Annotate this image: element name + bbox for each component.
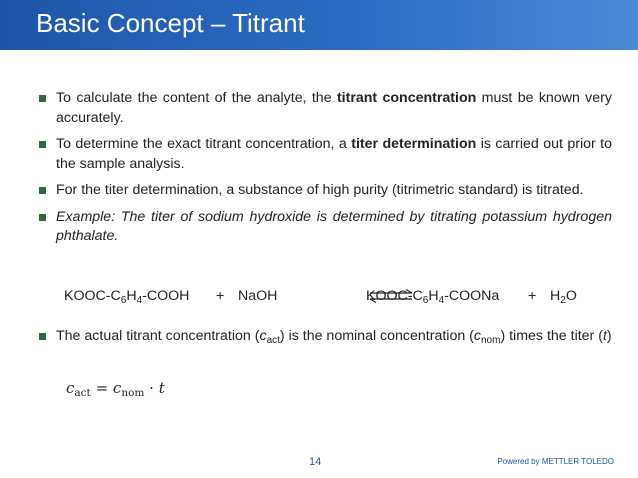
formula-text: KOOC-C (64, 288, 121, 304)
square-bullet-icon (39, 333, 46, 340)
page-number: 14 (309, 456, 322, 468)
square-bullet-icon (39, 95, 46, 102)
bullet-text: ) is the nominal concentration ( (279, 328, 474, 344)
bullet-emphasis: titrant concentration (336, 90, 477, 106)
bullet-text: must be known very accurately. (56, 90, 612, 126)
plus-sign: + (528, 288, 537, 304)
bullet-item (38, 181, 612, 201)
reactant-naoh: NaOH (238, 288, 278, 304)
plus-sign: + (216, 288, 225, 304)
bullet-text: For the titer determination, a substance of high purity (titrimetric standard) is titrated. (56, 182, 584, 198)
subscript: nom (121, 387, 145, 399)
bullet-text: ) times the titer ( (500, 328, 603, 344)
bullet-example-text: Example: The titer of sodium hydroxide is determined by titrating potassium hydrogen phthalate. (56, 208, 612, 244)
variable: t (602, 328, 607, 344)
subscript: nom (481, 335, 501, 346)
formula-text: KOOC-C (366, 288, 423, 304)
multiply-dot: · (149, 379, 154, 397)
bullet-list (38, 327, 612, 354)
variable: c (112, 379, 122, 397)
bullet-emphasis: titer determination (351, 136, 477, 152)
variable: c (473, 328, 481, 344)
formula-text: O (565, 288, 577, 304)
titer-formula (66, 379, 165, 397)
subscript: act (266, 335, 280, 346)
subscript: 6 (422, 295, 429, 306)
subscript: act (74, 387, 91, 399)
subscript: 4 (438, 295, 445, 306)
bullet-text: ) (606, 328, 612, 344)
bullet-list (38, 89, 612, 254)
bullet-item (38, 327, 612, 347)
square-bullet-icon (39, 187, 46, 194)
formula-text: H (550, 288, 561, 304)
product-phthalate-salt (366, 288, 499, 304)
formula-text: H (126, 288, 137, 304)
variable: t (158, 379, 165, 397)
subscript: 6 (120, 295, 127, 306)
bullet-text: is carried out prior to the sample analysis. (56, 136, 612, 172)
square-bullet-icon (39, 141, 46, 148)
formula-text: -COOH (142, 288, 190, 304)
reaction-equation (64, 288, 604, 308)
reactant-phthalate (64, 288, 189, 304)
title-bar (0, 0, 638, 50)
bullet-text: To calculate the content of the analyte, the (56, 90, 337, 106)
variable: c (66, 379, 75, 397)
powered-by-label: Powered by METTLER TOLEDO (497, 457, 614, 466)
square-bullet-icon (39, 214, 46, 221)
bullet-text: The actual titrant concentration ( (56, 328, 260, 344)
bullet-item (38, 135, 612, 174)
bullet-item (38, 89, 612, 128)
variable: c (259, 328, 267, 344)
formula-text: H (428, 288, 439, 304)
slide-title: Basic Concept – Titrant (36, 8, 305, 38)
equals-sign: = (95, 379, 109, 397)
subscript: 4 (136, 295, 143, 306)
bullet-item (38, 208, 612, 247)
bullet-text: To determine the exact titrant concentration, a (56, 136, 352, 152)
formula-text: -COONa (444, 288, 500, 304)
product-water (550, 288, 577, 304)
subscript: 2 (560, 295, 566, 306)
